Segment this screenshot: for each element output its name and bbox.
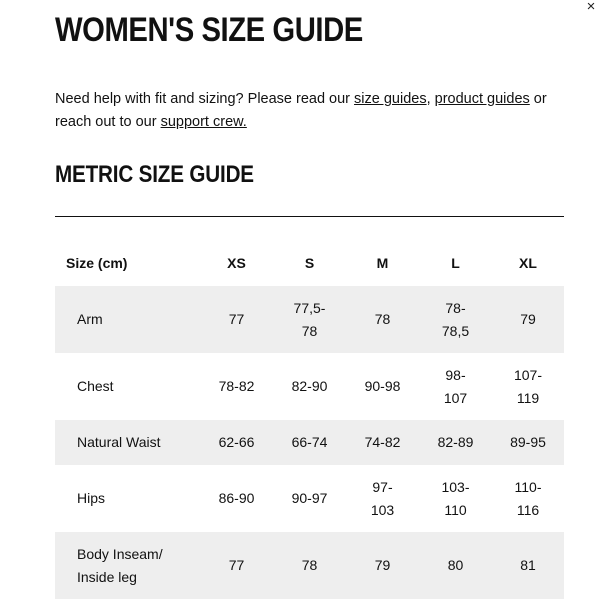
cell-s: 90-97 — [291, 490, 328, 506]
cell-s: 78 — [273, 532, 346, 599]
cell-xs: 77 — [200, 286, 273, 353]
cell-l: 80 — [419, 532, 492, 599]
table-row-natural-waist — [55, 420, 564, 465]
cell-xs: 62-66 — [200, 420, 273, 465]
row-label: Arm — [55, 286, 200, 353]
cell-l: 82-89 — [419, 420, 492, 465]
header-l: L — [451, 254, 460, 271]
cell-xs: 86-90 — [218, 490, 255, 506]
header-s: S — [304, 254, 315, 271]
header-xs: XS — [227, 254, 246, 271]
table-header-row — [55, 240, 564, 286]
row-label: Natural Waist — [55, 420, 200, 465]
cell-xl: 81 — [492, 532, 564, 599]
row-label: Chest — [77, 378, 114, 394]
row-label: Hips — [77, 490, 106, 506]
cell-xl: 110- 116 — [514, 478, 542, 518]
divider — [55, 216, 564, 217]
cell-xl: 89-95 — [492, 420, 564, 465]
header-xl: XL — [519, 254, 537, 271]
cell-l: 78- 78,5 — [419, 286, 492, 353]
cell-s: 66-74 — [273, 420, 346, 465]
cell-l: 98- 107 — [443, 366, 468, 406]
metric-size-table — [55, 240, 564, 599]
intro-comma: , — [426, 91, 435, 107]
cell-m: 74-82 — [346, 420, 419, 465]
page-title: WOMEN'S SIZE GUIDE — [55, 11, 363, 49]
close-icon[interactable]: × — [586, 0, 596, 15]
cell-s: 82-90 — [291, 378, 328, 394]
cell-m: 78 — [346, 286, 419, 353]
header-size-cm: Size (cm) — [66, 254, 128, 271]
table-row-arm — [55, 286, 564, 353]
table-row-body-inseam — [55, 532, 564, 599]
product-guides-link[interactable]: product guides — [434, 91, 530, 107]
cell-xs: 78-82 — [218, 378, 255, 394]
cell-xs: 77 — [200, 532, 273, 599]
cell-s: 77,5- 78 — [273, 286, 346, 353]
header-m: M — [376, 254, 389, 271]
intro-text — [55, 88, 575, 134]
table-row-hips — [55, 465, 564, 532]
cell-l: 103- 110 — [441, 478, 470, 518]
metric-size-guide-title: METRIC SIZE GUIDE — [55, 161, 254, 188]
row-label: Body Inseam/ Inside leg — [55, 532, 200, 599]
cell-xl: 107- 119 — [513, 366, 543, 406]
cell-m: 79 — [346, 532, 419, 599]
cell-m: 90-98 — [364, 378, 401, 394]
cell-xl: 79 — [492, 286, 564, 353]
cell-m: 97- 103 — [370, 478, 395, 518]
size-guides-link[interactable]: size guides — [354, 91, 427, 107]
support-crew-link[interactable]: support crew. — [160, 114, 247, 130]
table-row-chest — [55, 353, 564, 420]
intro-text-middle: or reach out to our — [55, 91, 547, 130]
intro-text-before: Need help with fit and sizing? Please read our — [55, 91, 355, 107]
